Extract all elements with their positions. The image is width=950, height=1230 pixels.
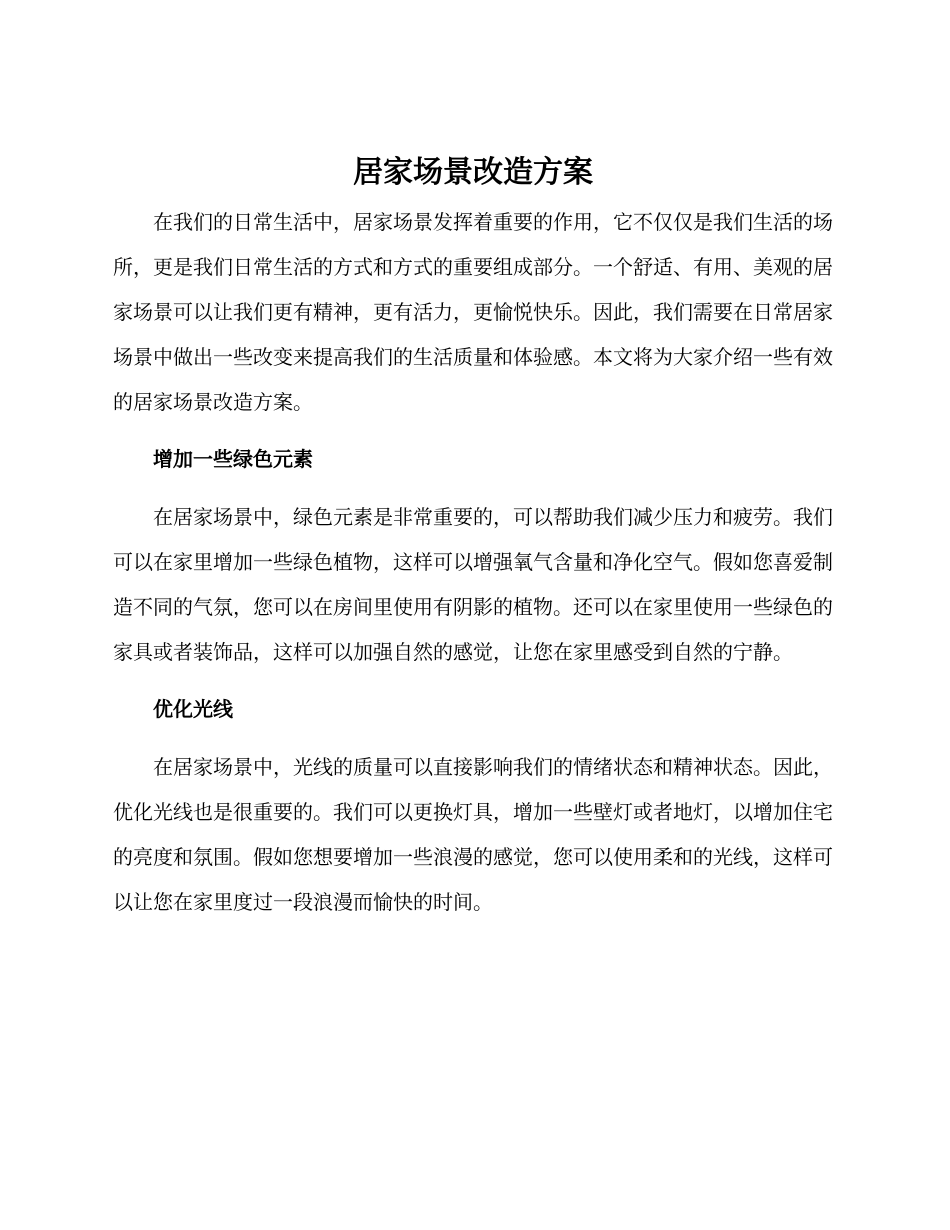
section-body-green-elements: 在居家场景中，绿色元素是非常重要的，可以帮助我们减少压力和疲劳。我们可以在家里增加一些绿色植物，这样可以增强氧气含量和净化空气。假如您喜爱制造不同的气氛，您可以在房间里使用有阴影的植物。还可以在家里使用一些绿色的家具或者装饰品，这样可以加强自然的感觉，让您在家里感受到自然的宁静。 [113,505,833,664]
intro-paragraph: 在我们的日常生活中，居家场景发挥着重要的作用，它不仅仅是我们生活的场所，更是我们日常生活的方式和方式的重要组成部分。一个舒适、有用、美观的居家场景可以让我们更有精神，更有活力，更愉悦快乐。因此，我们需要在日常居家场景中做出一些改变来提高我们的生活质量和体验感。本文将为大家介绍一些有效的居家场景改造方案。 [113,210,833,414]
document-content [113,148,833,925]
section-body-optimize-lighting: 在居家场景中，光线的质量可以直接影响我们的情绪状态和精神状态。因此，优化光线也是很重要的。我们可以更换灯具，增加一些壁灯或者地灯，以增加住宅的亮度和氛围。假如您想要增加一些浪漫的感觉，您可以使用柔和的光线，这样可以让您在家里度过一段浪漫而愉快的时间。 [113,755,833,914]
section-heading-optimize-lighting: 优化光线 [153,697,233,721]
document-title: 居家场景改造方案 [353,155,593,190]
section-heading-green-elements: 增加一些绿色元素 [153,447,313,471]
